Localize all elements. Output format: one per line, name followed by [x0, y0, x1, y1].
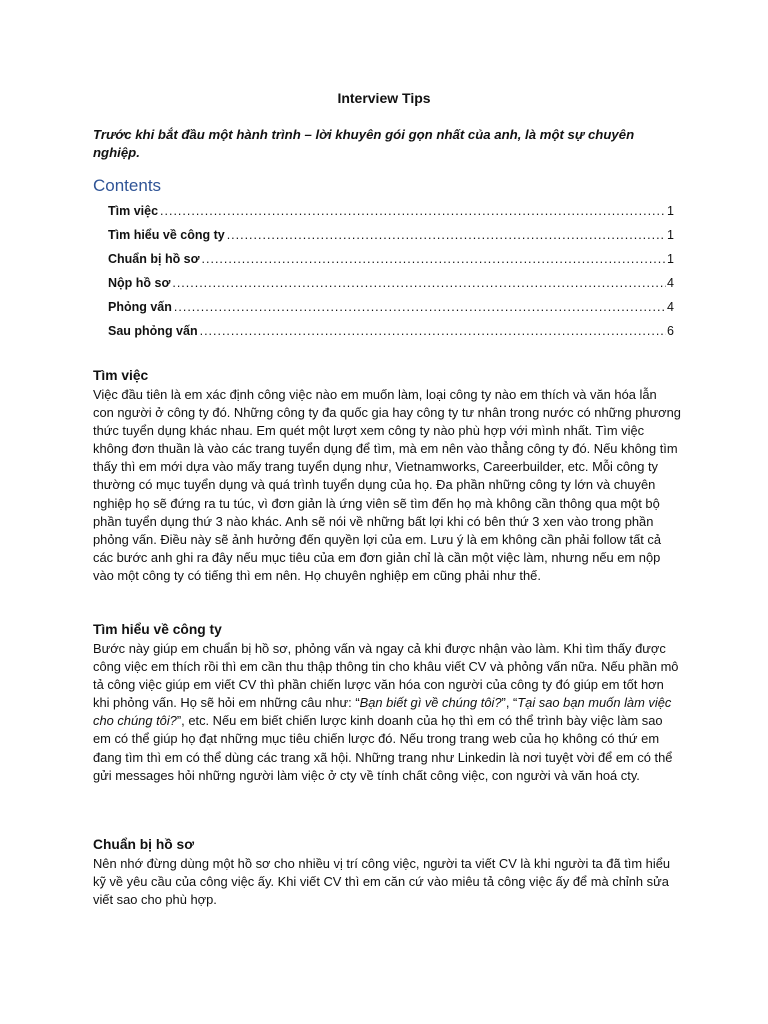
toc-leader-dots	[172, 273, 666, 293]
toc-item-page: 1	[667, 228, 674, 242]
body-text: ”, “	[501, 695, 518, 711]
toc-item-sau-phong-van[interactable]	[108, 321, 674, 345]
toc-item-page: 1	[667, 204, 674, 218]
toc-item-label: Tìm hiểu về công ty	[108, 228, 225, 242]
document-title: Interview Tips	[337, 90, 431, 106]
quoted-question: Bạn biết gì về chúng tôi?	[359, 695, 502, 711]
toc-item-page: 1	[667, 252, 674, 266]
toc-leader-dots	[160, 201, 666, 221]
intro-paragraph: Trước khi bắt đầu một hành trình – lời khuyên gói gọn nhất của anh, là một sự chuyên nghiệp.	[93, 127, 635, 160]
toc-item-page: 6	[667, 324, 674, 338]
toc-item-label: Sau phỏng vấn	[108, 324, 198, 338]
section-heading: Chuẩn bị hồ sơ	[93, 837, 195, 852]
toc-item-label: Phỏng vấn	[108, 300, 172, 314]
section-tim-viec	[93, 366, 681, 585]
body-text: ”, etc. Nếu em biết chiến lược kinh doanh của họ thì em có thể trình bày việc làm sao em có thể giúp họ đạt những mục tiêu chiến lược đó. Nếu trong trang web của họ không có thứ em đang tìm thì em có thể dùng các trang xã hội. Những trang như Linkedin là nơi tuyệt vời để em có thể gửi messages hỏi những người làm việc ở cty về tính chất công việc, con người và văn hoá cty.	[93, 713, 673, 783]
toc-leader-dots	[200, 321, 666, 341]
toc-item-chuan-bi-ho-so[interactable]	[108, 249, 674, 273]
toc-item-label: Tìm việc	[108, 204, 159, 218]
toc-leader-dots	[174, 297, 666, 317]
section-heading: Tìm việc	[93, 368, 149, 383]
toc-item-page: 4	[667, 300, 674, 314]
toc-item-label: Chuẩn bị hồ sơ	[108, 252, 200, 266]
toc-item-nop-ho-so[interactable]	[108, 273, 674, 297]
section-tim-hieu-ve-cong-ty	[93, 620, 681, 785]
section-heading: Tìm hiểu về công ty	[93, 622, 222, 637]
toc-item-tim-hieu-ve-cong-ty[interactable]	[108, 225, 674, 249]
section-body: Nên nhớ đừng dùng một hồ sơ cho nhiều vị trí công việc, người ta viết CV là khi người ta đã tìm hiểu kỹ về yêu cầu của công việc ấy. Khi viết CV thì em căn cứ vào miêu tả công việc ấy để mà chỉnh sửa viết sao cho phù hợp.	[93, 856, 671, 908]
toc-item-label: Nộp hồ sơ	[108, 276, 171, 290]
contents-heading: Contents	[93, 176, 162, 195]
body-text: Bước này giúp em chuẩn bị hồ sơ, phỏng vấn và ngay cả khi được nhận vào làm. Khi tìm thấy được công việc em thích rồi thì em cần thu thập thông tin cho khâu viết CV và phỏng vấn nữa. Nếu phần mô tả công việc giúp em viết CV thì phần chiến lược văn hóa con người của công ty đó giúp em tốt hơn khi phỏng vấn. Họ sẽ hỏi em những câu như: “	[93, 641, 679, 711]
toc-leader-dots	[227, 225, 666, 245]
toc-item-tim-viec[interactable]	[108, 201, 674, 225]
section-body: Việc đầu tiên là em xác định công việc nào em muốn làm, loại công ty nào em thích và văn hóa lẫn con người ở công ty đó. Những công ty đa quốc gia hay công ty tư nhân trong nước có những phương thức tuyển dụng khác nhau. Em quét một lượt xem công ty nào phù hợp với mình nhất. Tìm việc không đơn thuần là vào các trang tuyển dụng để tìm, mà em nên vào thẳng công ty đó. Nếu không tìm thấy thì em mới dựa vào mấy trang tuyển dụng như, Vietnamworks, Careerbuilder, etc. Mỗi công ty thường có mục tuyển dụng và quá trình tuyển dụng của họ. Đa phần những công ty lớn và chuyên nghiệp họ sẽ đứng ra tu túc, vì đơn giản là ứng viên sẽ tìm đến họ mà không cần thông qua một bộ phần tuyển dụng thứ 3 nào khác. Anh sẽ nói về những bất lợi khi có bên thứ 3 xen vào trong phần phỏng vấn. Điều này sẽ ảnh hưởng đến quyền lợi của em. Lưu ý là em không cần phải follow tất cả các bước anh ghi ra đây nếu mục tiêu của em đơn giản chỉ là cần một việc làm, nhưng nếu em nộp vào một công ty có tiếng thì em nên. Họ chuyên nghiệp em cũng phải như thế.	[93, 387, 681, 583]
table-of-contents	[108, 201, 674, 345]
section-chuan-bi-ho-so	[93, 835, 681, 909]
toc-item-phong-van[interactable]	[108, 297, 674, 321]
toc-item-page: 4	[667, 276, 674, 290]
toc-leader-dots	[202, 249, 667, 269]
section-body	[93, 640, 681, 785]
quoted-question: Tại sao bạn muốn làm việc cho chúng tôi?	[93, 695, 672, 729]
